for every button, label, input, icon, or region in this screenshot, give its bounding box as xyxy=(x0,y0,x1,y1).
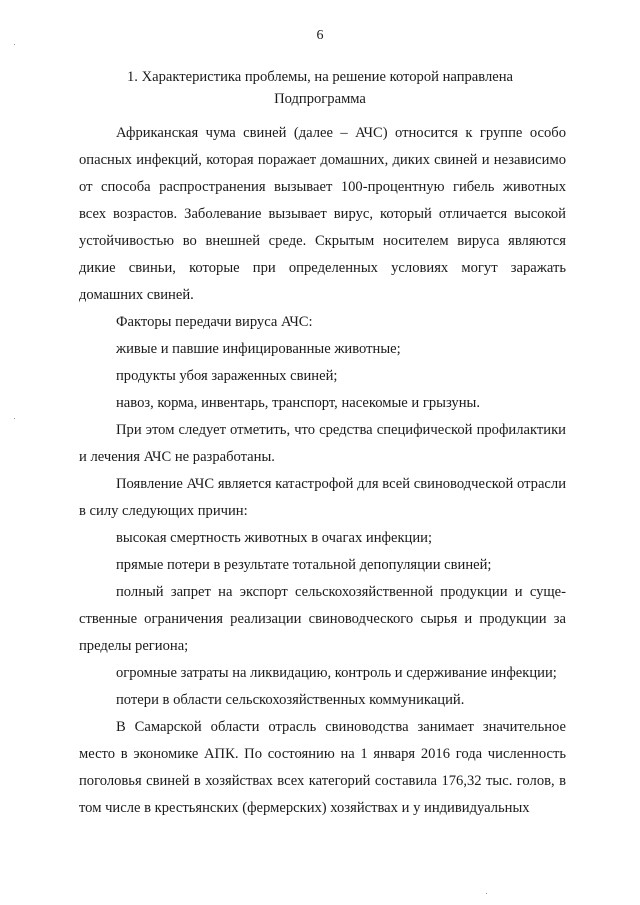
list-item: прямые потери в результате тотальной депопуляции свиней; xyxy=(116,557,492,573)
paragraph-note: При этом следует отметить, что средства специфической профилактики и лечения АЧС не разработаны. xyxy=(79,422,566,465)
section-heading-line-2: Подпрограмма xyxy=(274,91,366,107)
list-item: живые и павшие инфицированные животные; xyxy=(116,341,401,357)
body-text xyxy=(79,120,566,822)
page-number: 6 xyxy=(316,28,324,43)
list-item: продукты убоя зараженных свиней; xyxy=(116,368,338,384)
list-item: потери в области сельскохозяйственных коммуникаций. xyxy=(116,692,465,708)
paragraph-samara: В Самарской области отрасль свиноводства занимает значительное место в экономике АПК. По состоянию на 1 января 2016 года численность поголовья свиней в хозяйствах всех категорий составила 176,32 тыс. голов, в том числе в крестьянских (фермерских) хозяйствах и у индивидуальных xyxy=(79,719,566,816)
scan-speck xyxy=(14,418,15,419)
list-item: высокая смертность животных в очагах инфекции; xyxy=(116,530,433,546)
section-heading-line-1: 1. Характеристика проблемы, на решение которой направлена xyxy=(126,69,514,85)
paragraph-factors-heading: Факторы передачи вируса АЧС: xyxy=(116,314,313,330)
scan-speck xyxy=(14,44,15,45)
section-heading xyxy=(80,66,560,110)
paragraph-intro: Африканская чума свиней (далее – АЧС) относится к группе особо опасных инфекций, которая поражает домашних, диких свиней и независимо от способа распространения вызывает 100-процентную гибель животных всех возрастов. Заболевание вызывает вирус, который отличается высокой устойчивостью во внешней среде. Скрытым носителем вируса являются дикие свиньи, которые при определенных условиях могут заражать домашних свиней. xyxy=(79,125,566,303)
scan-speck xyxy=(486,893,487,894)
list-item: полный запрет на экспорт сельскохозяйственной продукции и существенные ограничения реализации свиноводческого сырья и продукции за пределы региона; xyxy=(79,584,566,654)
paragraph-causes-heading: Появление АЧС является катастрофой для всей свиноводческой отрасли в силу следующих причин: xyxy=(79,476,566,519)
list-item: огромные затраты на ликвидацию, контроль и сдерживание инфекции; xyxy=(116,665,557,681)
list-item: навоз, корма, инвентарь, транспорт, насекомые и грызуны. xyxy=(116,395,480,411)
